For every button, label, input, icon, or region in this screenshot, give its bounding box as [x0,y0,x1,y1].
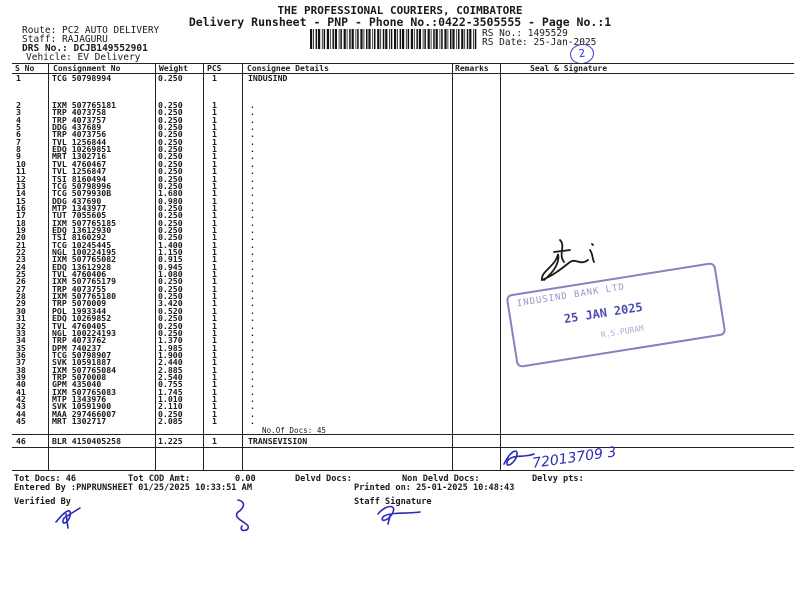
row-pcs: 1 [212,166,217,177]
row-weight: 0.250 [158,313,183,324]
row-sno: 13 [16,180,26,191]
row-consignment: TCG 50798907 [52,349,112,360]
row-detail-mark: . [250,217,255,228]
row-pcs: 1 [212,313,217,324]
row-consignment: TRP 5070008 [52,371,107,382]
row-consignment: GPM 435040 [52,379,102,390]
row-pcs: 1 [212,394,217,404]
row-consignment: TVL 4760406 [52,269,107,280]
row-consignment: NGL 100224193 [52,327,117,338]
row-weight: 1.370 [158,335,183,346]
staff-label: Staff: RAJAGURU [22,34,108,45]
col-divider-pcs [242,63,243,470]
row-weight: 2.085 [158,416,183,427]
row-detail-mark: . [250,416,255,427]
row1-consignment: TCG 50798994 [52,73,112,83]
row-weight: 0.250 [158,151,183,162]
route-label: Route: PC2 AUTO DELIVERY [22,25,160,36]
row-detail-mark: . [250,239,255,250]
row-pcs: 1 [212,247,217,257]
row-consignment: IXM 507765084 [52,364,117,375]
row-detail-mark: . [250,180,255,191]
row-detail-mark: . [250,298,255,309]
row-sno: 7 [16,136,21,147]
barcode-image [310,29,478,49]
row-consignment: POL 1993344 [52,305,107,316]
row-sno: 11 [16,166,26,177]
company-title: THE PROFESSIONAL COURIERS, COIMBATORE [277,4,523,17]
row-sno: 14 [16,188,26,199]
row-detail-mark: . [250,313,255,324]
row-sno: 6 [16,129,21,140]
row-pcs: 1 [212,210,217,221]
row-weight: 1.745 [158,386,183,397]
row-pcs: 1 [212,144,217,155]
row-detail-mark: . [250,342,255,353]
row-detail-mark: . [250,114,255,125]
row-detail-mark: . [250,349,255,360]
row-weight: 3.420 [158,298,183,309]
row-consignment: MTP 1343977 [52,202,107,213]
row-consignment: MRT 1302716 [52,151,107,162]
row-consignment: TRP 4073755 [52,283,107,294]
row-detail-mark: . [250,166,255,177]
printed-on: Printed on: 25-01-2025 10:48:43 [354,483,515,493]
row-sno: 22 [16,247,26,257]
row-weight: 0.250 [158,224,183,235]
row-detail-mark: . [250,129,255,140]
row-detail-mark: . [250,151,255,162]
row-weight: 0.250 [158,114,183,125]
col-divider-weight [203,63,204,470]
row-pcs: 1 [212,349,217,360]
row-pcs: 1 [212,202,217,213]
row-weight: 0.250 [158,202,183,213]
row-pcs: 1 [212,305,217,316]
row-pcs: 1 [212,254,217,265]
row-pcs: 1 [212,379,217,390]
verified-signature-1 [50,500,90,530]
row-consignment: TUT 7055605 [52,210,107,221]
row-weight: 1.150 [158,247,183,257]
row-detail-mark: . [250,291,255,302]
row-pcs: 1 [212,151,217,162]
row-weight: 1.985 [158,342,183,353]
row-detail-mark: . [250,408,255,419]
row-consignment: NGL 100224195 [52,247,117,257]
row-sno: 32 [16,320,26,331]
row-consignment: IXM 507765082 [52,254,117,265]
row-sno: 25 [16,269,26,280]
row-pcs: 1 [212,107,217,118]
row-detail-mark: . [250,136,255,147]
row-pcs: 1 [212,386,217,397]
row-sno: 27 [16,283,26,294]
row-consignment: IXM 507765185 [52,217,117,228]
row-sno: 20 [16,232,26,243]
row-pcs: 1 [212,283,217,294]
row-sno: 34 [16,335,26,346]
row-weight: 0.250 [158,408,183,419]
row46-consignee: TRANSEVISION [248,436,308,446]
row-consignment: EDQ 10269852 [52,313,112,324]
tot-docs: Tot Docs: 46 [14,474,77,484]
row-consignment: TVL 4760467 [52,158,107,169]
entered-by: Entered By :PNPRUNSHEET 01/25/2025 10:33:51 AM [14,483,252,493]
row-pcs: 1 [212,342,217,353]
row-detail-mark: . [250,122,255,133]
vehicle-label: Vehicle: EV Delivery [26,52,141,63]
row-pcs: 1 [212,158,217,169]
row-consignment: TSI 8160292 [52,232,107,243]
row-pcs: 1 [212,232,217,243]
row-sno: 36 [16,349,26,360]
row-detail-mark: . [250,327,255,338]
stamp-date: 25 JAN 2025 [562,299,644,327]
row-consignment: EDQ 13612930 [52,224,112,235]
row-detail-mark: . [250,269,255,280]
row-detail-mark: . [250,210,255,221]
row-sno: 39 [16,371,26,382]
row-detail-mark: . [250,247,255,257]
row1-pcs: 1 [212,73,217,83]
row-consignment: TCG 10245445 [52,239,112,250]
header-sno: S No [15,64,35,73]
header-seal-signature: Seal & Signature [530,64,608,73]
row-weight: 1.400 [158,239,183,250]
row-weight: 0.250 [158,122,183,133]
row-weight: 2.540 [158,371,183,382]
row-pcs: 1 [212,364,217,375]
row-pcs: 1 [212,320,217,331]
row-sno: 2 [16,100,21,110]
row-pcs: 1 [212,129,217,140]
header-weight: Weight [159,64,188,73]
row-detail-mark: . [250,173,255,184]
col-divider-cons [155,63,156,470]
row-consignment: MAA 297466007 [52,408,117,419]
row-sno: 24 [16,261,26,272]
row-sno: 18 [16,217,26,228]
tot-cod-label: Tot COD Amt: [128,474,191,484]
row-sno: 38 [16,364,26,375]
row-weight: 0.250 [158,107,183,118]
rs-date: RS Date: 25-Jan-2025 [482,37,597,48]
row-pcs: 1 [212,276,217,287]
row-detail-mark: . [250,144,255,155]
row-consignment: IXM 507765180 [52,291,117,302]
row-weight: 0.250 [158,320,183,331]
row-weight: 0.755 [158,379,183,390]
row-sno: 19 [16,224,26,235]
row-weight: 0.250 [158,144,183,155]
row-pcs: 1 [212,416,217,427]
row-weight: 0.945 [158,261,183,272]
row-detail-mark: . [250,224,255,235]
row-weight: 0.250 [158,276,183,287]
row1-consignee: INDUSIND [248,73,288,83]
row-consignment: MTP 1343976 [52,394,107,404]
row-detail-mark: . [250,276,255,287]
row-detail-mark: . [250,364,255,375]
delvd-docs: Delvd Docs: [295,474,352,484]
row46-sno: 46 [16,436,26,446]
row1-sno: 1 [16,73,21,83]
drs-number: DRS No.: DCJB149552901 [22,43,148,54]
row-weight: 1.080 [158,269,183,280]
row-sno: 33 [16,327,26,338]
row-weight: 0.250 [158,180,183,191]
rs-number: RS No.: 1495529 [482,28,568,39]
row-sno: 12 [16,173,26,184]
row-sno: 4 [16,114,21,125]
row-detail-mark: . [250,379,255,390]
row-sno: 21 [16,239,26,250]
row-weight: 1.010 [158,394,183,404]
row-consignment: EDQ 13612928 [52,261,112,272]
row-detail-mark: . [250,283,255,294]
row-sno: 16 [16,202,26,213]
row-weight: 2.440 [158,357,183,368]
row-pcs: 1 [212,224,217,235]
row-consignment: TSI 8160494 [52,173,107,184]
row-pcs: 1 [212,114,217,125]
row-pcs: 1 [212,180,217,191]
row-consignment: SVK 10591887 [52,357,112,368]
row-weight: 2.885 [158,364,183,375]
col-divider-details [452,63,453,470]
row-pcs: 1 [212,408,217,419]
row-weight: 0.250 [158,158,183,169]
tot-cod-value: 0.00 [235,474,256,484]
row-detail-mark: . [250,335,255,346]
row-consignment: TCG 50798996 [52,180,112,191]
row-detail-mark: . [250,158,255,169]
circled-page-mark: 2 [569,42,596,65]
row-consignment: DDG 437689 [52,122,102,133]
row-detail-mark: . [250,195,255,206]
row-sno: 10 [16,158,26,169]
row-weight: 0.520 [158,305,183,316]
row-pcs: 1 [212,239,217,250]
row-pcs: 1 [212,269,217,280]
row-consignment: TRP 4073757 [52,114,107,125]
row-consignment: DPM 740237 [52,342,102,353]
row-sno: 37 [16,357,26,368]
row-consignment: TVL 1256844 [52,136,107,147]
non-delvd-docs: Non Delvd Docs: [402,474,480,484]
row-sno: 29 [16,298,26,309]
row-pcs: 1 [212,261,217,272]
staff-signature-label: Staff Signature [354,497,432,507]
row-sno: 5 [16,122,21,133]
row-pcs: 1 [212,173,217,184]
row-detail-mark: . [250,232,255,243]
row-sno: 30 [16,305,26,316]
row-detail-mark: . [250,357,255,368]
row-detail-mark: . [250,401,255,412]
row-consignment: IXM 507765181 [52,100,117,110]
row-weight: 0.915 [158,254,183,265]
row-weight: 0.250 [158,100,183,110]
row-sno: 31 [16,313,26,324]
row-consignment: TCG 5079930B [52,188,112,199]
row-sno: 44 [16,408,26,419]
col-divider-sno [48,63,49,470]
row-detail-mark: . [250,202,255,213]
row-detail-mark: . [250,371,255,382]
header-consignment: Consignment No [53,64,121,73]
row-sno: 26 [16,276,26,287]
row-pcs: 1 [212,136,217,147]
row-weight: 0.250 [158,327,183,338]
row-sno: 35 [16,342,26,353]
row-consignment: TRP 5070009 [52,298,107,309]
row-consignment: TRP 4073762 [52,335,107,346]
row-sno: 15 [16,195,26,206]
row-consignment: MRT 1302717 [52,416,107,427]
row-weight: 0.250 [158,210,183,221]
row-weight: 0.250 [158,136,183,147]
header-consignee: Consignee Details [247,64,329,73]
row-sno: 41 [16,386,26,397]
row-sno: 17 [16,210,26,221]
row-sno: 9 [16,151,21,162]
row-sno: 23 [16,254,26,265]
row-weight: 0.250 [158,166,183,177]
row-sno: 8 [16,144,21,155]
row-sno: 45 [16,416,26,427]
row-sno: 3 [16,107,21,118]
row-sno: 28 [16,291,26,302]
delvy-pts: Delvy pts: [532,474,584,484]
row-detail-mark: . [250,305,255,316]
row1-weight: 0.250 [158,73,183,83]
header-pcs: PCS [207,64,222,73]
row-pcs: 1 [212,122,217,133]
stamp-line1: INDUSIND BANK LTD [516,282,626,310]
row-detail-mark: . [250,261,255,272]
runsheet-title: Delivery Runsheet - PNP - Phone No.:0422-3505555 - Page No.:1 [188,15,612,29]
table-bottom-rule [12,470,794,471]
row-consignment: IXM 507765179 [52,276,117,287]
row-weight: 1.900 [158,349,183,360]
row-weight: 0.250 [158,283,183,294]
row-pcs: 1 [212,217,217,228]
stamp-line3: R.S.PURAM [600,323,645,340]
row-consignment: TVL 1256847 [52,166,107,177]
col-divider-remarks [500,63,501,470]
row-detail-mark: . [250,320,255,331]
row-pcs: 1 [212,357,217,368]
row-sno: 42 [16,394,26,404]
row46-weight: 1.225 [158,436,183,446]
row-pcs: 1 [212,291,217,302]
staff-signature [372,500,432,526]
table-row46-rule [12,447,794,448]
row-weight: 0.250 [158,232,183,243]
row-weight: 0.980 [158,195,183,206]
verified-signature-2 [228,496,264,534]
verified-by-label: Verified By [14,497,71,507]
row-sno: 43 [16,401,26,412]
row-pcs: 1 [212,335,217,346]
no-of-docs: No.Of Docs: 45 [262,426,327,435]
row46-pcs: 1 [212,436,217,446]
row-detail-mark: . [250,188,255,199]
row-consignment: TRP 4073758 [52,107,107,118]
row-consignment: TRP 4073756 [52,129,107,140]
row-weight: 0.250 [158,217,183,228]
row-detail-mark: . [250,100,255,110]
row-pcs: 1 [212,371,217,382]
row-consignment: IXM 507765083 [52,386,117,397]
table-top-rule [12,63,794,64]
row-pcs: 1 [212,298,217,309]
row-consignment: SVK 10591900 [52,401,112,412]
row-weight: 0.250 [158,291,183,302]
row-consignment: TVL 4760405 [52,320,107,331]
row-consignment: DDG 437690 [52,195,102,206]
row-weight: 2.110 [158,401,183,412]
row-sno: 40 [16,379,26,390]
row-detail-mark: . [250,107,255,118]
row-weight: 0.250 [158,173,183,184]
row-detail-mark: . [250,254,255,265]
row-pcs: 1 [212,195,217,206]
table-header-rule [12,73,794,74]
row-consignment: EDQ 10269851 [52,144,112,155]
row-pcs: 1 [212,188,217,199]
row-pcs: 1 [212,401,217,412]
row-pcs: 1 [212,100,217,110]
row-detail-mark: . [250,394,255,404]
row-weight: 0.250 [158,129,183,140]
row-weight: 1.680 [158,188,183,199]
handwritten-number: 72013709 3 [531,444,618,472]
table-group-rule [12,434,794,435]
row-pcs: 1 [212,327,217,338]
row-detail-mark: . [250,386,255,397]
header-remarks: Remarks [455,64,489,73]
row46-consignment: BLR 4150405258 [52,436,122,446]
